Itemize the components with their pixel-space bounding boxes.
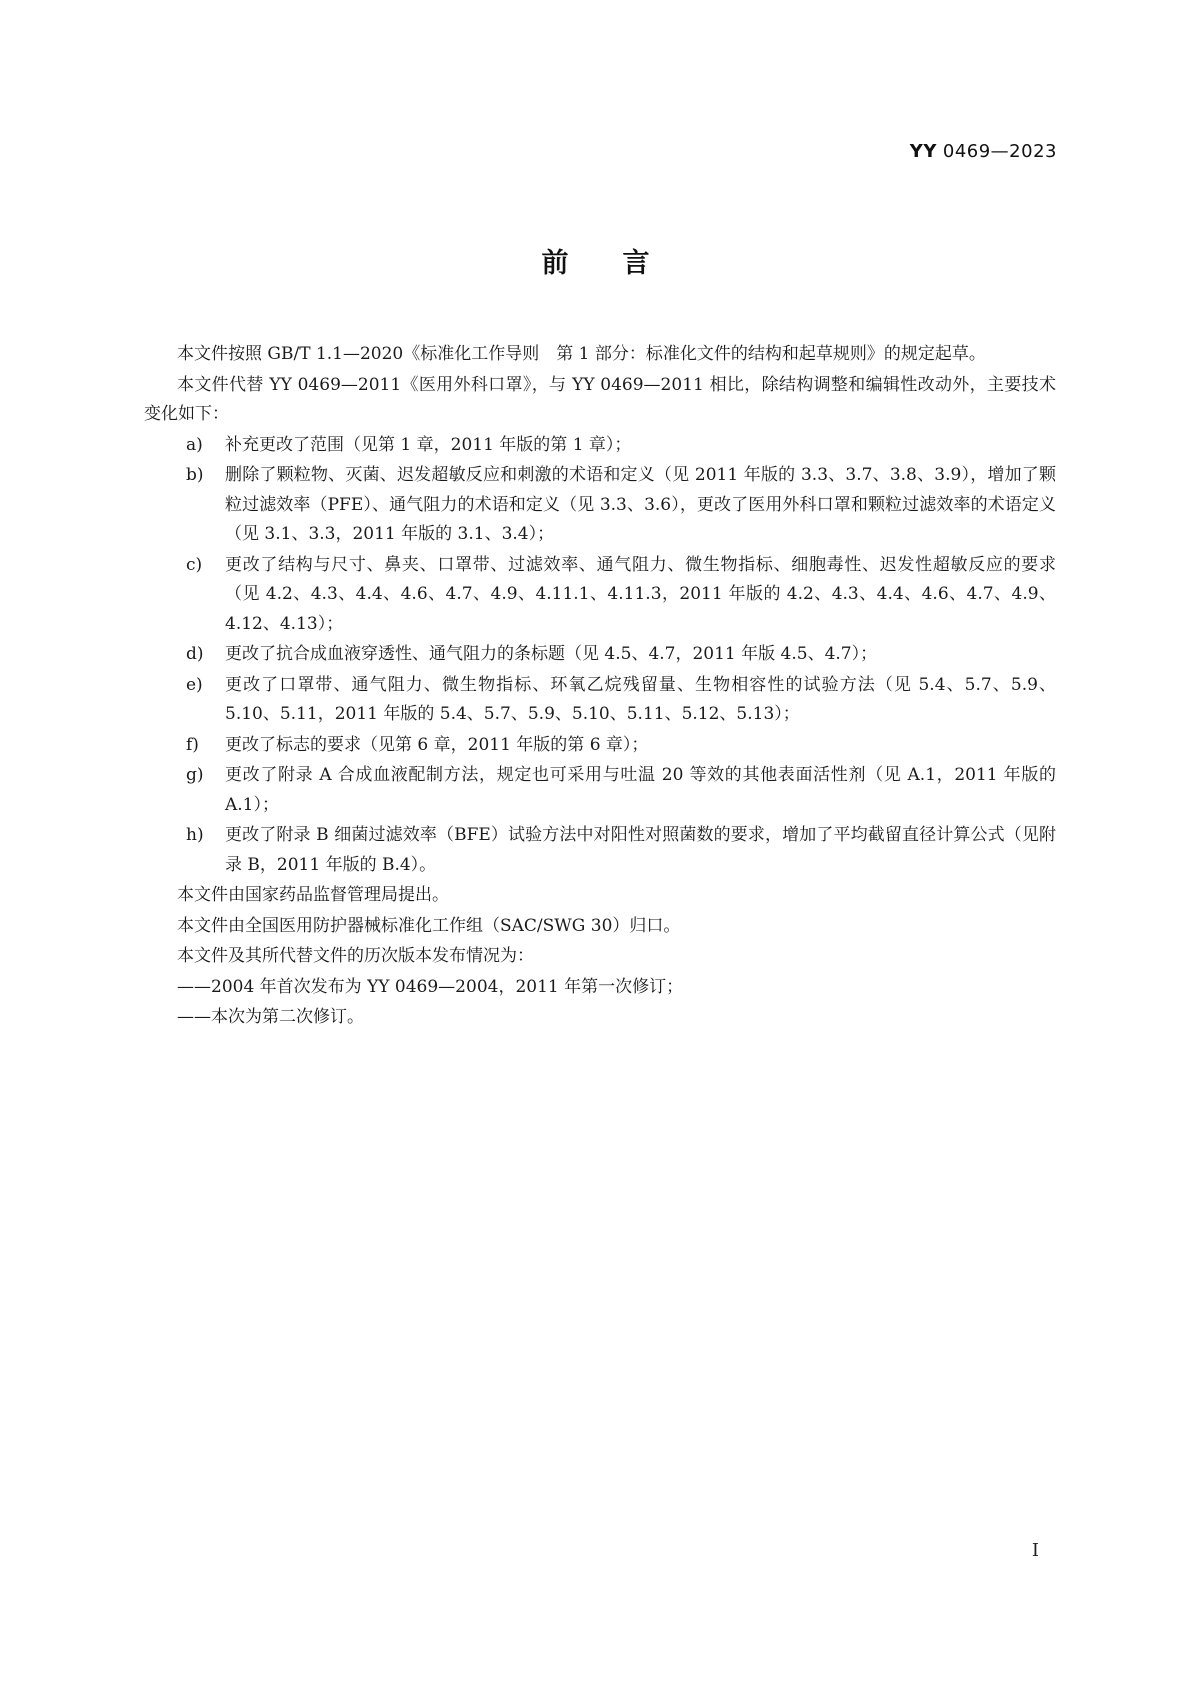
list-marker: b)	[186, 465, 204, 485]
history-item: ——本次为第二次修订。	[177, 1007, 364, 1027]
standard-code	[910, 141, 1057, 162]
list-item	[144, 671, 1056, 730]
list-item-text: 更改了结构与尺寸、鼻夹、口罩带、过滤效率、通气阻力、微生物指标、细胞毒性、迟发性超敏反应的要求（见 4.2、4.3、4.4、4.6、4.7、4.9、4.11.1、4.11.3，2011 年版的 4.2、4.3、4.4、4.6、4.7、4.9、4.12、4.13）；	[225, 554, 1056, 634]
list-item	[144, 821, 1056, 880]
list-marker: a)	[186, 434, 203, 455]
list-item-text: 更改了标志的要求（见第 6 章，2011 年版的第 6 章）；	[225, 734, 649, 755]
page-number: I	[1031, 1540, 1039, 1561]
list-marker: d)	[186, 644, 204, 664]
standard-prefix: YY	[909, 141, 937, 162]
changes-list	[144, 431, 1056, 881]
page-title: 前言	[541, 248, 704, 279]
list-item	[144, 640, 1056, 670]
standard-number: 0469—2023	[942, 141, 1057, 162]
list-item	[144, 761, 1056, 820]
paragraph-history-intro: 本文件及其所代替文件的历次版本发布情况为：	[177, 946, 534, 966]
foreword-body	[144, 340, 1056, 1034]
paragraph-drafting-basis: 本文件按照 GB/T 1.1—2020《标准化工作导则 第 1 部分：标准化文件的结构和起草规则》的规定起草。	[177, 344, 986, 364]
list-marker: f)	[186, 734, 199, 755]
list-item	[144, 461, 1056, 550]
paragraph-proposer: 本文件由国家药品监督管理局提出。	[177, 885, 449, 905]
list-marker: g)	[186, 765, 204, 785]
paragraph-technical-committee: 本文件由全国医用防护器械标准化工作组（SAC/SWG 30）归口。	[177, 915, 681, 936]
list-item-text: 更改了抗合成血液穿透性、通气阻力的条标题（见 4.5、4.7，2011 年版 4.5、4.7）；	[225, 644, 878, 664]
list-item	[144, 551, 1056, 640]
list-item-text: 更改了口罩带、通气阻力、微生物指标、环氧乙烷残留量、生物相容性的试验方法（见 5.4、5.7、5.9、5.10、5.11，2011 年版的 5.4、5.7、5.9、5.10、5.11、5.12、5.13）；	[225, 674, 1056, 724]
list-item-text: 更改了附录 A 合成血液配制方法，规定也可采用与吐温 20 等效的其他表面活性剂（见 A.1，2011 年版的 A.1）；	[225, 765, 1056, 815]
list-item-text: 补充更改了范围（见第 1 章，2011 年版的第 1 章）；	[225, 434, 632, 455]
list-item	[144, 731, 1056, 761]
list-item-text: 更改了附录 B 细菌过滤效率（BFE）试验方法中对阳性对照菌数的要求，增加了平均截留直径计算公式（见附录 B，2011 年版的 B.4）。	[225, 825, 1056, 875]
list-marker: e)	[186, 674, 203, 695]
list-marker: c)	[186, 554, 203, 575]
list-item-text: 删除了颗粒物、灭菌、迟发超敏反应和刺激的术语和定义（见 2011 年版的 3.3、3.7、3.8、3.9），增加了颗粒过滤效率（PFE）、通气阻力的术语和定义（见 3.3、3.6），更改了医用外科口罩和颗粒过滤效率的术语定义（见 3.1、3.3，2011 年版的 3.1、3.4）；	[225, 465, 1056, 544]
list-item	[144, 431, 1056, 461]
history-item: ——2004 年首次发布为 YY 0469—2004，2011 年第一次修订；	[177, 976, 684, 997]
list-marker: h)	[186, 825, 204, 845]
paragraph-replacement: 本文件代替 YY 0469—2011《医用外科口罩》，与 YY 0469—2011 相比，除结构调整和编辑性改动外，主要技术变化如下：	[144, 374, 1056, 424]
